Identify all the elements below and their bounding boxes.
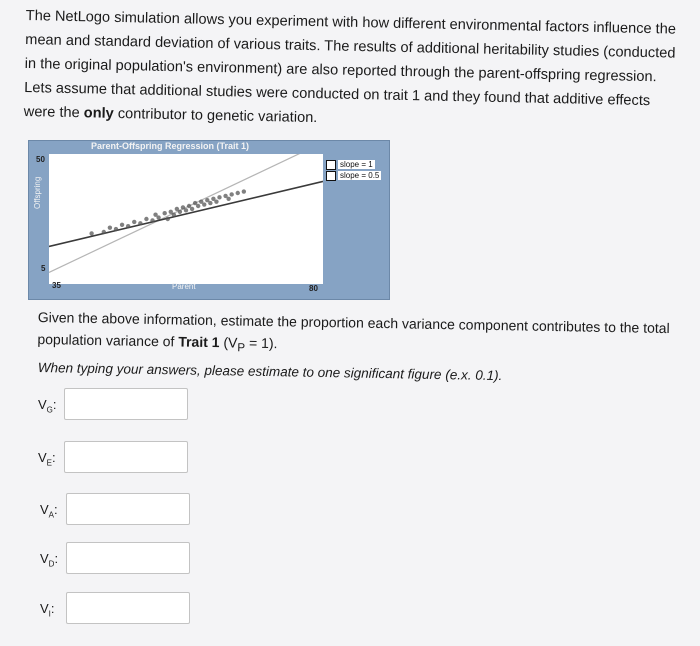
y-axis-label: Offspring	[33, 176, 42, 209]
vg-input[interactable]	[64, 388, 188, 420]
data-point	[102, 230, 106, 234]
data-point	[178, 210, 182, 214]
vd-input[interactable]	[66, 542, 190, 574]
data-point	[132, 220, 136, 224]
data-point	[114, 227, 118, 231]
data-point	[214, 199, 218, 203]
data-point	[166, 217, 170, 221]
data-point	[156, 215, 160, 219]
instruction-hint: When typing your answers, please estimate to one significant figure (e.x. 0.1).	[37, 360, 503, 384]
data-point	[184, 208, 188, 212]
data-point	[202, 202, 206, 206]
legend-label-slope-half: slope = 0.5	[340, 171, 380, 180]
x-axis-label: Parent	[172, 282, 196, 291]
vg-label: $V_G$:	[38, 397, 57, 415]
data-point	[217, 195, 221, 199]
va-label: $V_A$:	[40, 502, 58, 520]
question-text-2: (V	[219, 334, 238, 351]
legend-item-slope-1	[326, 159, 381, 170]
data-point	[226, 197, 230, 201]
vi-input[interactable]	[66, 592, 190, 624]
y-tick-max: 50	[36, 155, 45, 164]
legend-item-slope-half	[326, 170, 381, 181]
data-point	[236, 191, 240, 195]
data-point	[190, 207, 194, 211]
plot-title: Parent-Offspring Regression (Trait 1)	[91, 141, 250, 151]
question-bold: Trait 1	[178, 333, 220, 351]
va-input[interactable]	[66, 493, 190, 525]
plot-legend	[326, 159, 381, 181]
intro-paragraph	[23, 4, 685, 138]
data-point	[120, 223, 124, 227]
intro-text-2: contributor to genetic variation.	[113, 105, 318, 127]
data-point	[150, 218, 154, 222]
data-point	[229, 192, 233, 196]
data-point	[144, 217, 148, 221]
x-tick-min: 35	[52, 281, 61, 290]
question-text-3: = 1).	[245, 334, 278, 352]
ve-label: $V_E$:	[38, 450, 56, 468]
data-point	[108, 225, 112, 229]
plot-area	[49, 154, 323, 284]
data-point	[89, 231, 93, 235]
ve-input[interactable]	[64, 441, 188, 473]
data-point	[138, 221, 142, 225]
intro-text-1: The NetLogo simulation allows you experiment with how different environmental factors influence the mean and standard deviation of various traits. The results of additional heritability studies (conducted in the original population's environment) are also reported through the parent-offspring regression. Lets assume that additional studies were conducted on trait 1 and they found that additive effects were the	[23, 7, 677, 122]
question-sub: P	[237, 341, 246, 355]
legend-label-slope-1: slope = 1	[340, 160, 373, 169]
question-text-1: Given the above information, estimate the proportion each variance component contributes to the total population variance of	[37, 308, 670, 350]
regression-line-2	[49, 181, 323, 246]
legend-checkbox-icon	[326, 160, 336, 170]
vi-label: $V_I$:	[40, 601, 55, 619]
vd-label: $V_D$:	[40, 551, 59, 569]
regression-plot-panel	[28, 140, 390, 300]
data-point	[172, 212, 176, 216]
legend-checkbox-icon	[326, 171, 336, 181]
data-point	[196, 204, 200, 208]
question-text	[37, 306, 678, 367]
x-tick-max: 80	[309, 284, 318, 293]
intro-bold: only	[83, 105, 114, 122]
data-point	[208, 201, 212, 205]
data-point	[242, 189, 246, 193]
data-point	[126, 224, 130, 228]
y-tick-min: 5	[41, 264, 46, 273]
data-point	[162, 211, 166, 215]
regression-chart	[49, 154, 323, 284]
